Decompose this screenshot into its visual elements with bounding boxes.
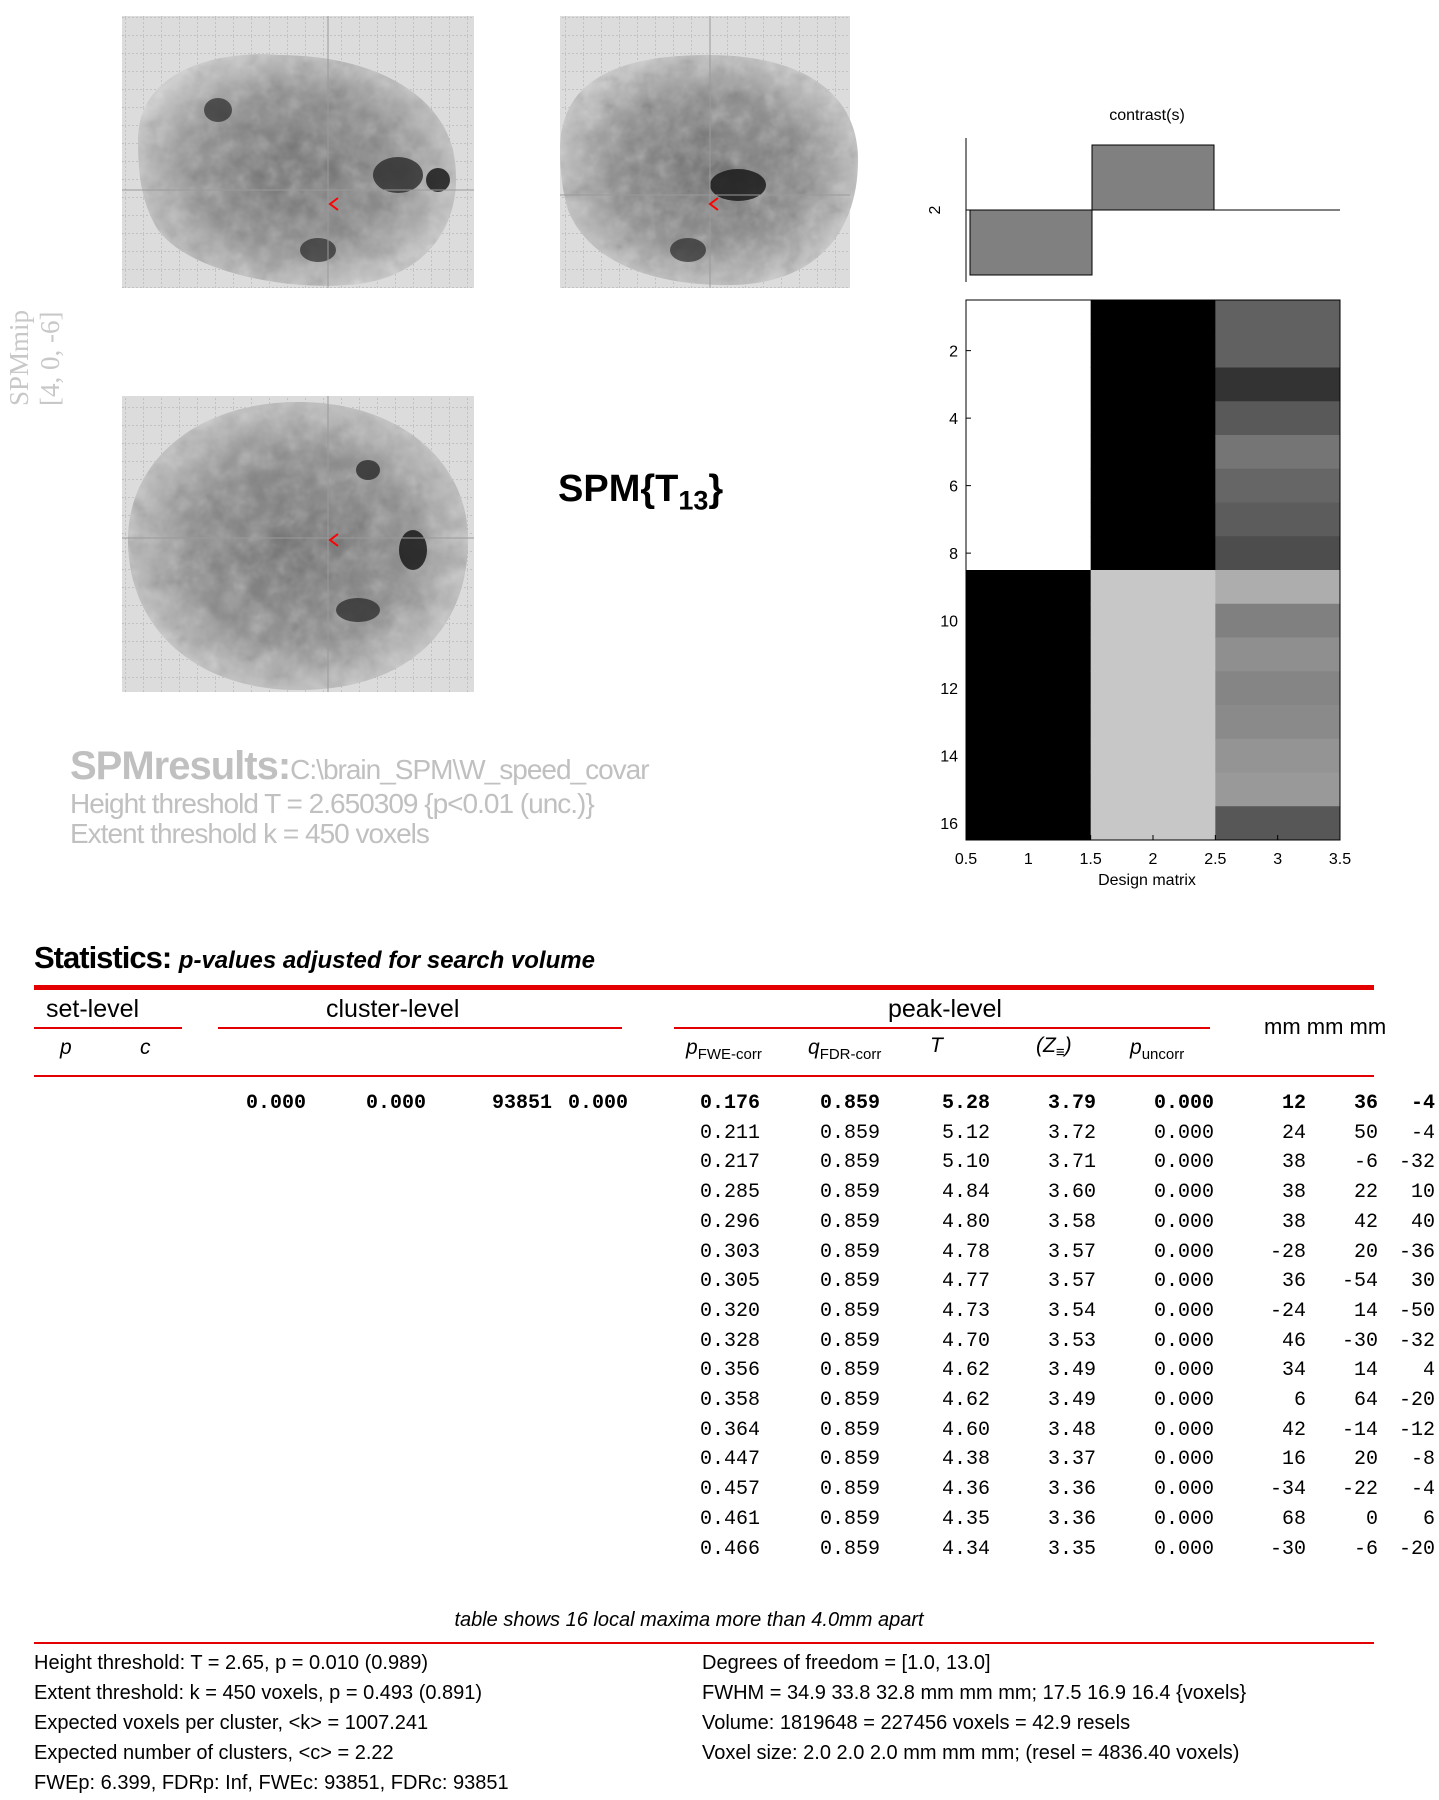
cell-t: 5.12 bbox=[941, 1121, 990, 1145]
table-row bbox=[0, 1211, 1439, 1239]
design-matrix-cell bbox=[1215, 536, 1340, 570]
design-matrix-cell bbox=[1091, 469, 1216, 503]
design-matrix-cell bbox=[1215, 671, 1340, 705]
cell-q: 0.859 bbox=[819, 1418, 880, 1442]
contrast-bar bbox=[1092, 145, 1214, 210]
mip-coronal-image bbox=[548, 0, 868, 300]
footer-right-line: Degrees of freedom = [1.0, 13.0] bbox=[702, 1652, 991, 1674]
cell-u: 0.000 bbox=[1153, 1478, 1214, 1502]
cell-y: 50 bbox=[1353, 1121, 1378, 1145]
design-matrix-cell bbox=[1215, 705, 1340, 739]
cell-c4: 0.000 bbox=[567, 1092, 628, 1115]
stat-type-main: SPM{T bbox=[558, 468, 679, 510]
cell-y: 14 bbox=[1353, 1359, 1378, 1383]
cell-zz: -20 bbox=[1398, 1389, 1435, 1412]
table-row bbox=[0, 1181, 1439, 1209]
mip-sagittal bbox=[108, 0, 488, 300]
cell-z: 3.71 bbox=[1047, 1151, 1096, 1175]
design-matrix-cell bbox=[966, 604, 1091, 638]
cell-x: 6 bbox=[1293, 1389, 1306, 1412]
cell-p: 0.328 bbox=[699, 1329, 760, 1353]
cell-y: 14 bbox=[1353, 1299, 1378, 1323]
design-matrix-xtick: 3.5 bbox=[1328, 851, 1352, 868]
header-puncorr: $p_{uncorr}$ bbox=[1130, 1036, 1185, 1064]
cell-u: 0.000 bbox=[1153, 1092, 1214, 1115]
design-matrix-cell bbox=[1215, 503, 1340, 537]
cell-y: -6 bbox=[1353, 1151, 1378, 1175]
design-matrix-ytick: 10 bbox=[940, 613, 958, 631]
cell-t: 4.77 bbox=[941, 1270, 990, 1294]
table-row bbox=[0, 1359, 1439, 1387]
cell-zz: -4 bbox=[1410, 1092, 1435, 1115]
cell-c3: 93851 bbox=[491, 1092, 552, 1115]
design-matrix-xtick: 2 bbox=[1148, 851, 1158, 868]
cell-u: 0.000 bbox=[1153, 1329, 1214, 1353]
footer-right-line: FWHM = 34.9 33.8 32.8 mm mm mm; 17.5 16.9 16.4 {voxels} bbox=[702, 1682, 1247, 1704]
cell-t: 4.73 bbox=[941, 1299, 990, 1323]
design-matrix-cell bbox=[1091, 739, 1216, 773]
cell-t: 4.62 bbox=[941, 1389, 990, 1412]
cell-p: 0.211 bbox=[699, 1121, 760, 1145]
cell-y: 20 bbox=[1353, 1448, 1378, 1472]
statistics-subtitle: p-values adjusted for search volume bbox=[178, 947, 595, 974]
contrast-title: contrast(s) bbox=[1109, 107, 1185, 124]
cell-u: 0.000 bbox=[1153, 1210, 1214, 1234]
mip-label-title: SPMmip bbox=[4, 309, 34, 406]
cell-t: 4.35 bbox=[941, 1507, 990, 1531]
design-matrix-cell bbox=[966, 300, 1091, 334]
design-matrix-cell bbox=[1091, 503, 1216, 537]
design-matrix-plot bbox=[940, 300, 1351, 868]
cell-x: 16 bbox=[1281, 1448, 1306, 1472]
stat-type-label bbox=[558, 468, 723, 517]
cell-q: 0.859 bbox=[819, 1240, 880, 1264]
cell-x: 38 bbox=[1281, 1151, 1306, 1175]
divider-peak bbox=[674, 1027, 1210, 1029]
cell-x: -30 bbox=[1269, 1537, 1306, 1561]
cell-t: 4.80 bbox=[941, 1210, 990, 1234]
results-extent-threshold: Extent threshold k = 450 voxels bbox=[70, 818, 429, 849]
cell-t: 4.62 bbox=[941, 1359, 990, 1383]
design-matrix-cell bbox=[1091, 773, 1216, 807]
cell-q: 0.859 bbox=[819, 1329, 880, 1353]
design-matrix-ytick: 2 bbox=[949, 343, 958, 361]
design-matrix-cell bbox=[966, 469, 1091, 503]
footer-left-line: Expected voxels per cluster, <k> = 1007.241 bbox=[34, 1712, 429, 1734]
cell-z: 3.36 bbox=[1047, 1507, 1096, 1531]
design-matrix-cell bbox=[1215, 401, 1340, 435]
design-matrix-cell bbox=[1091, 334, 1216, 368]
design-matrix-cell bbox=[966, 570, 1091, 604]
cell-u: 0.000 bbox=[1153, 1151, 1214, 1175]
design-matrix-xlabel: Design matrix bbox=[1098, 872, 1196, 889]
cell-q: 0.859 bbox=[819, 1299, 880, 1323]
header-set-p: p bbox=[60, 1036, 72, 1059]
design-matrix-cell bbox=[966, 435, 1091, 469]
header-qfdr: $q_{FDR-corr}$ bbox=[808, 1036, 882, 1064]
cell-q: 0.859 bbox=[819, 1389, 880, 1412]
design-matrix-cell bbox=[1215, 469, 1340, 503]
cell-q: 0.859 bbox=[819, 1359, 880, 1383]
design-matrix-cell bbox=[966, 705, 1091, 739]
design-matrix-ytick: 6 bbox=[949, 478, 958, 496]
design-matrix-cell bbox=[966, 401, 1091, 435]
header-mm: mm mm mm bbox=[1264, 1014, 1387, 1039]
mip-coronal bbox=[548, 0, 868, 300]
results-title: SPMresults: bbox=[70, 744, 291, 788]
cell-t: 4.60 bbox=[941, 1418, 990, 1442]
table-row bbox=[0, 1300, 1439, 1328]
cell-y: -14 bbox=[1341, 1418, 1378, 1442]
cell-p: 0.296 bbox=[699, 1210, 760, 1234]
results-path: C:\brain_SPM\W_speed_covar bbox=[290, 754, 649, 785]
cell-p: 0.176 bbox=[699, 1092, 760, 1115]
cell-z: 3.53 bbox=[1047, 1329, 1096, 1353]
header-cluster-level: cluster-level bbox=[326, 995, 460, 1023]
cell-zz: -32 bbox=[1398, 1329, 1435, 1353]
cell-z: 3.49 bbox=[1047, 1389, 1096, 1412]
design-matrix-cell bbox=[966, 536, 1091, 570]
cell-p: 0.320 bbox=[699, 1299, 760, 1323]
cell-t: 4.70 bbox=[941, 1329, 990, 1353]
design-matrix-xtick: 1 bbox=[1023, 851, 1033, 868]
cell-z: 3.57 bbox=[1047, 1240, 1096, 1264]
design-matrix-cell bbox=[1215, 368, 1340, 402]
results-info bbox=[70, 744, 649, 849]
cell-zz: 40 bbox=[1410, 1210, 1435, 1234]
cell-z: 3.48 bbox=[1047, 1418, 1096, 1442]
contrast-plot bbox=[927, 138, 1340, 282]
cell-p: 0.305 bbox=[699, 1270, 760, 1294]
cell-z: 3.54 bbox=[1047, 1299, 1096, 1323]
cell-p: 0.461 bbox=[699, 1507, 760, 1531]
divider-set bbox=[34, 1027, 182, 1029]
design-matrix-cell bbox=[1091, 368, 1216, 402]
cell-t: 4.38 bbox=[941, 1448, 990, 1472]
cell-z: 3.36 bbox=[1047, 1478, 1096, 1502]
cell-q: 0.859 bbox=[819, 1507, 880, 1531]
cell-q: 0.859 bbox=[819, 1092, 880, 1115]
design-matrix-cell bbox=[1091, 300, 1216, 334]
divider-footer bbox=[34, 1642, 1374, 1644]
cell-u: 0.000 bbox=[1153, 1240, 1214, 1264]
cell-zz: 30 bbox=[1410, 1270, 1435, 1294]
cell-y: -54 bbox=[1341, 1270, 1378, 1294]
design-matrix-cell bbox=[966, 773, 1091, 807]
cell-y: 0 bbox=[1365, 1507, 1378, 1531]
cell-x: 12 bbox=[1281, 1092, 1306, 1115]
cell-z: 3.37 bbox=[1047, 1448, 1096, 1472]
cell-u: 0.000 bbox=[1153, 1448, 1214, 1472]
table-row bbox=[0, 1122, 1439, 1150]
cell-zz: 6 bbox=[1422, 1507, 1435, 1531]
cell-p: 0.217 bbox=[699, 1151, 760, 1175]
design-matrix-ytick: 4 bbox=[949, 411, 958, 429]
cell-u: 0.000 bbox=[1153, 1418, 1214, 1442]
statistics-title bbox=[34, 940, 595, 976]
cell-u: 0.000 bbox=[1153, 1121, 1214, 1145]
table-row bbox=[0, 1151, 1439, 1179]
mip-label-coords: [4, 0, -6] bbox=[35, 311, 65, 406]
design-matrix-xtick: 0.5 bbox=[954, 851, 978, 868]
cell-p: 0.364 bbox=[699, 1418, 760, 1442]
cell-q: 0.859 bbox=[819, 1537, 880, 1561]
cell-u: 0.000 bbox=[1153, 1507, 1214, 1531]
cell-u: 0.000 bbox=[1153, 1359, 1214, 1383]
cell-p: 0.457 bbox=[699, 1478, 760, 1502]
cell-x: -34 bbox=[1269, 1478, 1306, 1502]
header-pfwe: $p_{FWE-corr}$ bbox=[686, 1036, 762, 1064]
cell-c1: 0.000 bbox=[245, 1092, 306, 1115]
table-row bbox=[0, 1448, 1439, 1476]
cell-u: 0.000 bbox=[1153, 1389, 1214, 1412]
cell-x: 24 bbox=[1281, 1121, 1306, 1145]
design-matrix-cell bbox=[1091, 604, 1216, 638]
table-footnote: table shows 16 local maxima more than 4.0mm apart bbox=[454, 1609, 924, 1631]
cell-p: 0.303 bbox=[699, 1240, 760, 1264]
cell-u: 0.000 bbox=[1153, 1537, 1214, 1561]
table-row bbox=[0, 1330, 1439, 1358]
cell-y: 22 bbox=[1353, 1181, 1378, 1205]
table-row bbox=[0, 1538, 1439, 1566]
design-matrix-cell bbox=[966, 739, 1091, 773]
divider-top bbox=[34, 985, 1374, 990]
design-matrix-cell bbox=[1091, 671, 1216, 705]
design-matrix-ytick: 14 bbox=[940, 748, 958, 766]
cell-q: 0.859 bbox=[819, 1448, 880, 1472]
cell-y: 42 bbox=[1353, 1210, 1378, 1234]
table-row bbox=[0, 1389, 1439, 1417]
cell-z: 3.79 bbox=[1047, 1092, 1096, 1115]
footer-left-line: Extent threshold: k = 450 voxels, p = 0.493 (0.891) bbox=[34, 1682, 483, 1704]
cell-z: 3.49 bbox=[1047, 1359, 1096, 1383]
cell-z: 3.35 bbox=[1047, 1537, 1096, 1561]
table-row bbox=[0, 1092, 1439, 1120]
table-row bbox=[0, 1478, 1439, 1506]
cell-zz: -4 bbox=[1410, 1121, 1435, 1145]
results-height-threshold: Height threshold T = 2.650309 {p<0.01 (unc.)} bbox=[70, 788, 594, 819]
cell-p: 0.358 bbox=[699, 1389, 760, 1412]
cell-x: 46 bbox=[1281, 1329, 1306, 1353]
design-matrix-cell bbox=[1091, 435, 1216, 469]
header-T: T bbox=[930, 1034, 943, 1057]
cell-y: 64 bbox=[1353, 1389, 1378, 1412]
cell-y: -6 bbox=[1353, 1537, 1378, 1561]
design-matrix-ytick: 16 bbox=[940, 816, 958, 834]
cell-y: -22 bbox=[1341, 1478, 1378, 1502]
design-matrix-cell bbox=[1215, 739, 1340, 773]
cell-z: 3.57 bbox=[1047, 1270, 1096, 1294]
design-matrix-cell bbox=[1215, 638, 1340, 672]
contrast-bar bbox=[970, 210, 1092, 275]
design-matrix-ytick: 12 bbox=[940, 681, 958, 699]
cell-zz: -20 bbox=[1398, 1537, 1435, 1561]
cell-y: -30 bbox=[1341, 1329, 1378, 1353]
design-matrix-cell bbox=[1215, 773, 1340, 807]
cell-x: -24 bbox=[1269, 1299, 1306, 1323]
cell-zz: -32 bbox=[1398, 1151, 1435, 1175]
cell-zz: 10 bbox=[1410, 1181, 1435, 1205]
cell-zz: -50 bbox=[1398, 1299, 1435, 1323]
cell-u: 0.000 bbox=[1153, 1270, 1214, 1294]
cell-q: 0.859 bbox=[819, 1181, 880, 1205]
table-row bbox=[0, 1241, 1439, 1269]
header-set-c: c bbox=[140, 1036, 151, 1059]
statistics-heading: Statistics: bbox=[34, 940, 172, 975]
contrast-ytick: 2 bbox=[927, 205, 944, 215]
header-Z: $(Z_\equiv)$ bbox=[1036, 1034, 1072, 1062]
design-matrix-cell bbox=[1215, 604, 1340, 638]
table-row bbox=[0, 1508, 1439, 1536]
cell-z: 3.60 bbox=[1047, 1181, 1096, 1205]
cell-y: 20 bbox=[1353, 1240, 1378, 1264]
mip-label bbox=[4, 282, 74, 406]
cell-p: 0.447 bbox=[699, 1448, 760, 1472]
cell-p: 0.285 bbox=[699, 1181, 760, 1205]
table-row bbox=[0, 1270, 1439, 1298]
cell-zz: -8 bbox=[1410, 1448, 1435, 1472]
design-matrix-cell bbox=[966, 638, 1091, 672]
cell-q: 0.859 bbox=[819, 1270, 880, 1294]
cell-x: 38 bbox=[1281, 1210, 1306, 1234]
design-matrix-cell bbox=[966, 334, 1091, 368]
design-matrix-cell bbox=[966, 503, 1091, 537]
cell-x: -28 bbox=[1269, 1240, 1306, 1264]
design-matrix-cell bbox=[966, 671, 1091, 705]
cell-t: 5.28 bbox=[941, 1092, 990, 1115]
design-matrix-xtick: 2.5 bbox=[1204, 851, 1227, 868]
divider-header bbox=[34, 1075, 1374, 1077]
footer-left-line: FWEp: 6.399, FDRp: Inf, FWEc: 93851, FDRc: 93851 bbox=[34, 1772, 509, 1794]
cell-t: 5.10 bbox=[941, 1151, 990, 1175]
header-set-level: set-level bbox=[46, 995, 140, 1023]
cell-x: 38 bbox=[1281, 1181, 1306, 1205]
footer-right-line: Voxel size: 2.0 2.0 2.0 mm mm mm; (resel = 4836.40 voxels) bbox=[702, 1742, 1240, 1764]
cell-u: 0.000 bbox=[1153, 1299, 1214, 1323]
cell-y: 36 bbox=[1353, 1092, 1378, 1115]
cell-x: 42 bbox=[1281, 1418, 1306, 1442]
cell-t: 4.84 bbox=[941, 1181, 990, 1205]
mip-axial-image bbox=[108, 390, 488, 700]
divider-cluster bbox=[218, 1027, 622, 1029]
mip-sagittal-image bbox=[108, 0, 488, 300]
cell-x: 68 bbox=[1281, 1507, 1306, 1531]
cell-t: 4.34 bbox=[941, 1537, 990, 1561]
cell-x: 34 bbox=[1281, 1359, 1306, 1383]
mip-axial bbox=[108, 390, 488, 700]
header-peak-level: peak-level bbox=[888, 995, 1002, 1023]
design-matrix-cell bbox=[1091, 705, 1216, 739]
design-matrix-cell bbox=[1091, 401, 1216, 435]
cell-u: 0.000 bbox=[1153, 1181, 1214, 1205]
cell-q: 0.859 bbox=[819, 1478, 880, 1502]
design-matrix-cell bbox=[1091, 536, 1216, 570]
design-matrix-xtick: 1.5 bbox=[1079, 851, 1102, 868]
cell-zz: -12 bbox=[1398, 1418, 1435, 1442]
table-row bbox=[0, 1419, 1439, 1447]
design-matrix-cell bbox=[1091, 638, 1216, 672]
cell-zz: 4 bbox=[1422, 1359, 1435, 1383]
design-matrix-ytick: 8 bbox=[949, 546, 958, 564]
stat-type-df: 13 bbox=[678, 485, 709, 516]
design-matrix-cell bbox=[1215, 300, 1340, 334]
cell-q: 0.859 bbox=[819, 1151, 880, 1175]
cell-zz: -4 bbox=[1410, 1478, 1435, 1502]
footer-left-line: Height threshold: T = 2.65, p = 0.010 (0.989) bbox=[34, 1652, 428, 1674]
cell-t: 4.78 bbox=[941, 1240, 990, 1264]
cell-q: 0.859 bbox=[819, 1121, 880, 1145]
design-matrix-cell bbox=[1215, 334, 1340, 368]
cell-q: 0.859 bbox=[819, 1210, 880, 1234]
cell-p: 0.466 bbox=[699, 1537, 760, 1561]
cell-z: 3.58 bbox=[1047, 1210, 1096, 1234]
cell-zz: -36 bbox=[1398, 1240, 1435, 1264]
cell-c2: 0.000 bbox=[365, 1092, 426, 1115]
footer-left-line: Expected number of clusters, <c> = 2.22 bbox=[34, 1742, 394, 1764]
cell-z: 3.72 bbox=[1047, 1121, 1096, 1145]
design-matrix-cell bbox=[966, 368, 1091, 402]
stat-type-close: } bbox=[708, 468, 724, 510]
design-matrix-cell bbox=[1215, 570, 1340, 604]
footer-right-line: Volume: 1819648 = 227456 voxels = 42.9 resels bbox=[702, 1712, 1131, 1734]
design-matrix-cell bbox=[1091, 570, 1216, 604]
design-matrix-cell bbox=[1215, 435, 1340, 469]
cell-p: 0.356 bbox=[699, 1359, 760, 1383]
cell-t: 4.36 bbox=[941, 1478, 990, 1502]
cell-x: 36 bbox=[1281, 1270, 1306, 1294]
design-matrix-xtick: 3 bbox=[1273, 851, 1283, 868]
design-panel bbox=[900, 90, 1380, 910]
